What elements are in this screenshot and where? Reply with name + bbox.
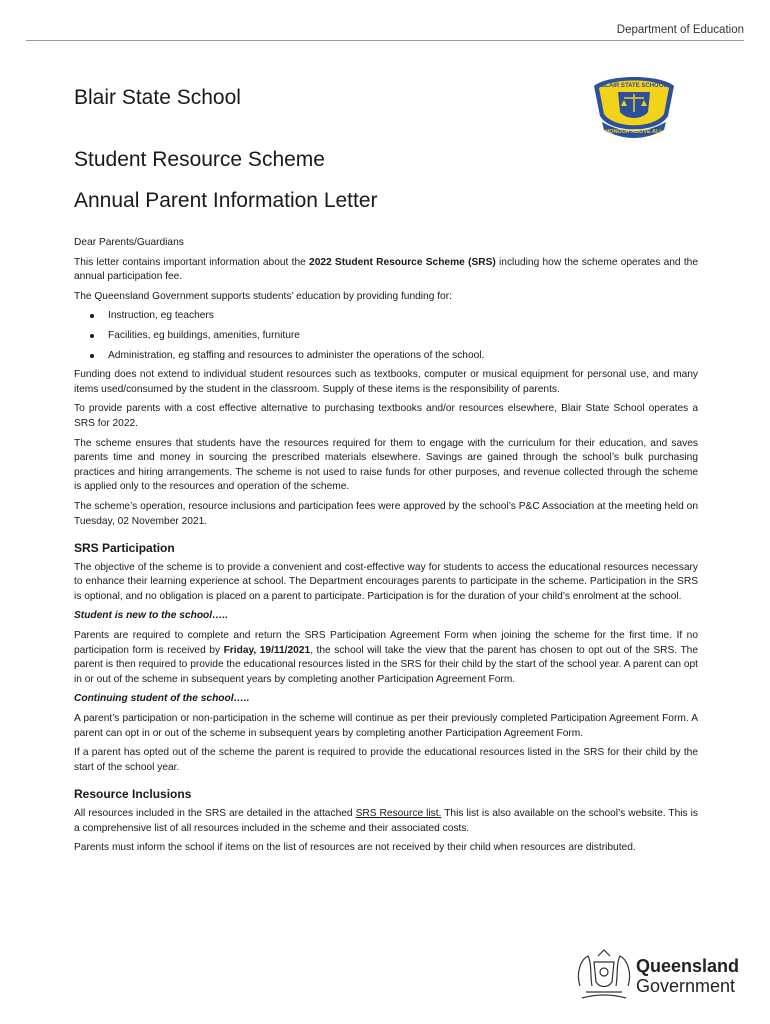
crest-motto-text: HONOUR ABOVE ALL [605, 129, 663, 135]
logo-line-government: Government [636, 976, 736, 996]
intro-text-end: including how the scheme operates and the annual participation fee. [74, 256, 698, 283]
header-divider [26, 40, 744, 41]
intro-text: This letter contains important information about the [74, 256, 310, 268]
letter-body [74, 236, 698, 861]
participation-heading: SRS Participation [74, 541, 175, 556]
list-item-text: Administration, eg staffing and resources to administer the operations of the school. [108, 349, 485, 361]
list-item [108, 349, 698, 364]
opted-out-paragraph: If a parent has opted out of the scheme the parent is required to provide the educational resources listed in the SRS for their child by the start of the school year. [74, 747, 698, 773]
new-student-paragraph [74, 629, 698, 687]
funding-intro: The Queensland Government supports students’ education by providing funding for: [74, 290, 452, 302]
list-item-text: Facilities, eg buildings, amenities, furniture [108, 329, 300, 341]
school-name-title: Blair State School [74, 86, 241, 109]
resource-list-link[interactable]: SRS Resource list. [355, 808, 442, 819]
inclusions-paragraph [74, 807, 698, 836]
new-student-text: Parents are required to complete and return the SRS Participation Agreement Form when joining the scheme for the first time. If no participation form is received by [74, 630, 698, 656]
funding-list [74, 309, 698, 363]
letter-title: Annual Parent Information Letter [74, 189, 378, 212]
school-crest-icon [588, 72, 680, 142]
ensures-paragraph: The scheme ensures that students have the resources required for them to engage with the curriculum for their education, and saves parents time and money in sourcing the prescribed materials elsewhere. Savings are gained through the school’s bulk purchasing practices and hiring arrangements. The scheme is not used to raise funds for other purposes, and revenue collected through the scheme is applied only to the resources and operation of the scheme. [74, 437, 698, 493]
inform-paragraph: Parents must inform the school if items on the list of resources are not received by their child when resources are distributed. [74, 842, 636, 854]
provide-paragraph: To provide parents with a cost effective alternative to purchasing textbooks and/or resources elsewhere, Blair State School operates a SRS for 2022. [74, 403, 698, 429]
bullet-icon [90, 354, 94, 358]
objective-paragraph: The objective of the scheme is to provide a convenient and cost-effective way for students to access the educational resources necessary to enhance their learning experience at school. The Department encourages parents to participate in the scheme. Participation in the SRS is optional, and no obligation is placed on a parent to participate. Participation is for the duration of your child’s enrolment at the school. [74, 561, 698, 602]
list-item [108, 309, 698, 324]
approved-paragraph: The scheme’s operation, resource inclusions and participation fees were approved by the school’s P&C Association at the meeting held on Tuesday, 02 November 2021. [74, 500, 698, 527]
list-item-text: Instruction, eg teachers [108, 310, 214, 322]
new-student-text-end: , the school will take the view that the parent has chosen to opt out of the SRS. The parent is then required to provide the educational resources listed in the SRS for their child by the start of the school year. A parent can opt in or out of the scheme in subsequent years by completing another Participation Agreement Form. [74, 644, 699, 685]
intro-paragraph [74, 256, 698, 285]
intro-scheme-name: 2022 Student Resource Scheme (SRS) [309, 256, 496, 268]
funding-note: Funding does not extend to individual student resources such as textbooks, computer or musical equipment for personal use, and many items used/consumed by the student in the classroom. Supply of these items is the responsibility of parents. [74, 369, 698, 395]
bullet-icon [90, 334, 94, 338]
inclusions-text-end: This list is also available on the school’s website. This is a comprehensive list of all resources included in the scheme and their associated costs. [74, 808, 698, 834]
new-student-heading: Student is new to the school….. [74, 610, 228, 622]
logo-line-queensland: Queensland [636, 956, 740, 976]
scheme-title: Student Resource Scheme [74, 148, 325, 171]
list-item [108, 329, 698, 344]
continuing-student-heading: Continuing student of the school….. [74, 693, 250, 705]
department-label: Department of Education [616, 24, 744, 36]
inclusions-text: All resources included in the SRS are detailed in the attached [74, 808, 356, 819]
greeting: Dear Parents/Guardians [74, 237, 184, 248]
bullet-icon [90, 314, 94, 318]
due-date: Friday, 19/11/2021 [223, 644, 311, 656]
continuing-student-paragraph: A parent’s participation or non-participation in the scheme will continue as per their previously completed Participation Agreement Form. A parent can opt in or out of the scheme in subsequent years by completing another Participation Agreement Form. [74, 713, 698, 739]
crest-top-text: BLAIR STATE SCHOOL [600, 83, 668, 89]
queensland-government-logo [636, 956, 739, 996]
inclusions-heading: Resource Inclusions [74, 787, 192, 802]
